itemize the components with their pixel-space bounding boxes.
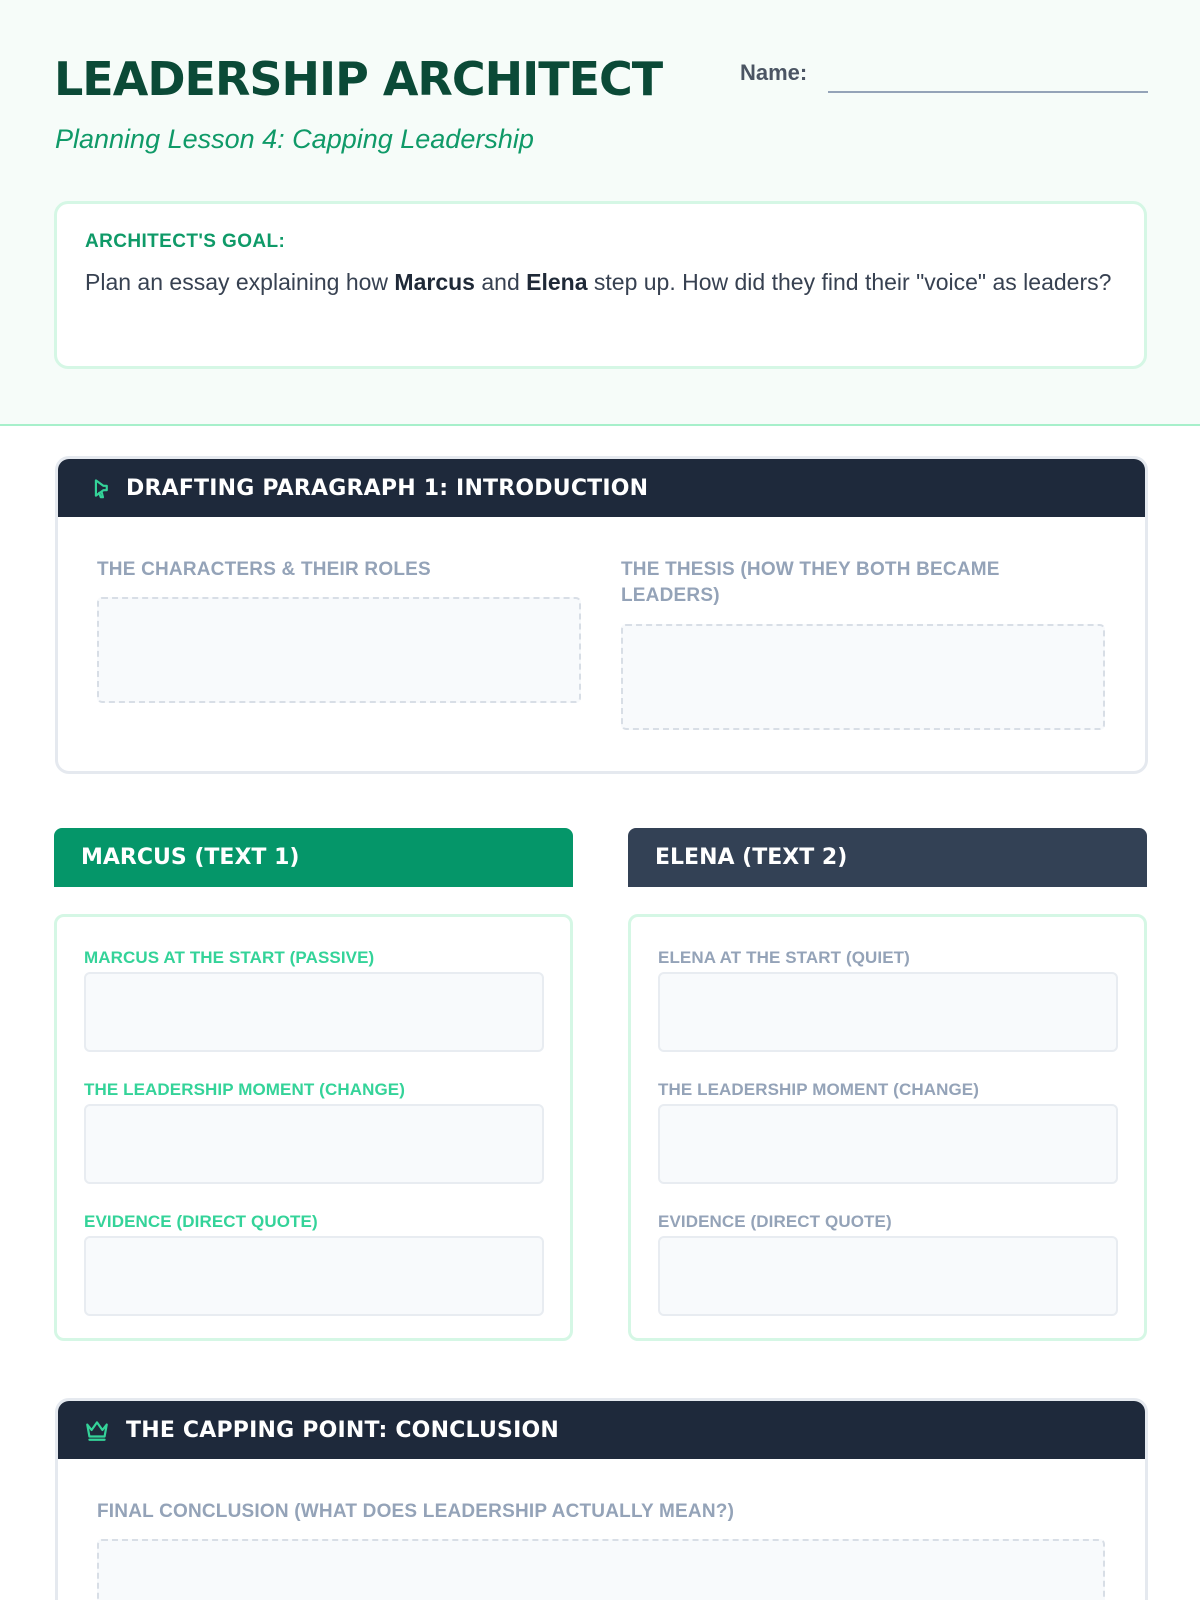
crown-icon bbox=[84, 1417, 110, 1443]
page-subtitle: Planning Lesson 4: Capping Leadership bbox=[55, 124, 534, 154]
conclusion-field-label: FINAL CONCLUSION (WHAT DOES LEADERSHIP ACTUALLY MEAN?) bbox=[97, 1501, 735, 1522]
name-label: Name: bbox=[740, 60, 808, 85]
intro-characters-input[interactable] bbox=[97, 597, 581, 703]
intro-field-label-characters: THE CHARACTERS & THEIR ROLES bbox=[97, 559, 431, 580]
elena-label-evidence: EVIDENCE (DIRECT QUOTE) bbox=[658, 1212, 892, 1231]
introduction-section bbox=[55, 456, 1148, 774]
marcus-moment-input[interactable] bbox=[84, 1104, 544, 1184]
marcus-label-moment: THE LEADERSHIP MOMENT (CHANGE) bbox=[84, 1080, 405, 1099]
elena-label-moment: THE LEADERSHIP MOMENT (CHANGE) bbox=[658, 1080, 979, 1099]
goal-label: ARCHITECT'S GOAL: bbox=[85, 231, 286, 252]
goal-text-part: Plan an essay explaining how bbox=[85, 269, 395, 295]
name-input-line[interactable] bbox=[828, 91, 1148, 93]
intro-thesis-input[interactable] bbox=[621, 624, 1105, 730]
conclusion-input[interactable] bbox=[97, 1539, 1105, 1600]
elena-panel bbox=[628, 914, 1147, 1341]
elena-moment-input[interactable] bbox=[658, 1104, 1118, 1184]
conclusion-section bbox=[55, 1398, 1148, 1600]
goal-name-elena: Elena bbox=[526, 269, 588, 295]
intro-field-label-thesis: THE THESIS (HOW THEY BOTH BECAME LEADERS) bbox=[621, 559, 1000, 606]
elena-start-input[interactable] bbox=[658, 972, 1118, 1052]
elena-header: ELENA (TEXT 2) bbox=[628, 828, 1147, 887]
goal-text-part: and bbox=[474, 269, 527, 295]
marcus-evidence-input[interactable] bbox=[84, 1236, 544, 1316]
conclusion-title: THE CAPPING POINT: CONCLUSION bbox=[126, 1417, 559, 1443]
elena-label-start: ELENA AT THE START (QUIET) bbox=[658, 948, 910, 967]
goal-name-marcus: Marcus bbox=[394, 269, 475, 295]
page-title: LEADERSHIP ARCHITECT bbox=[54, 52, 663, 106]
marcus-label-evidence: EVIDENCE (DIRECT QUOTE) bbox=[84, 1212, 318, 1231]
goal-box bbox=[54, 201, 1147, 369]
marcus-label-start: MARCUS AT THE START (PASSIVE) bbox=[84, 948, 375, 967]
conclusion-header bbox=[58, 1401, 1145, 1459]
introduction-title: DRAFTING PARAGRAPH 1: INTRODUCTION bbox=[126, 475, 649, 501]
elena-evidence-input[interactable] bbox=[658, 1236, 1118, 1316]
goal-text-part: step up. How did they find their "voice" as leaders? bbox=[587, 269, 1112, 295]
marcus-panel bbox=[54, 914, 573, 1341]
megaphone-icon bbox=[84, 475, 110, 501]
marcus-header: MARCUS (TEXT 1) bbox=[54, 828, 573, 887]
introduction-header bbox=[58, 459, 1145, 517]
marcus-start-input[interactable] bbox=[84, 972, 544, 1052]
goal-text bbox=[85, 263, 1116, 301]
